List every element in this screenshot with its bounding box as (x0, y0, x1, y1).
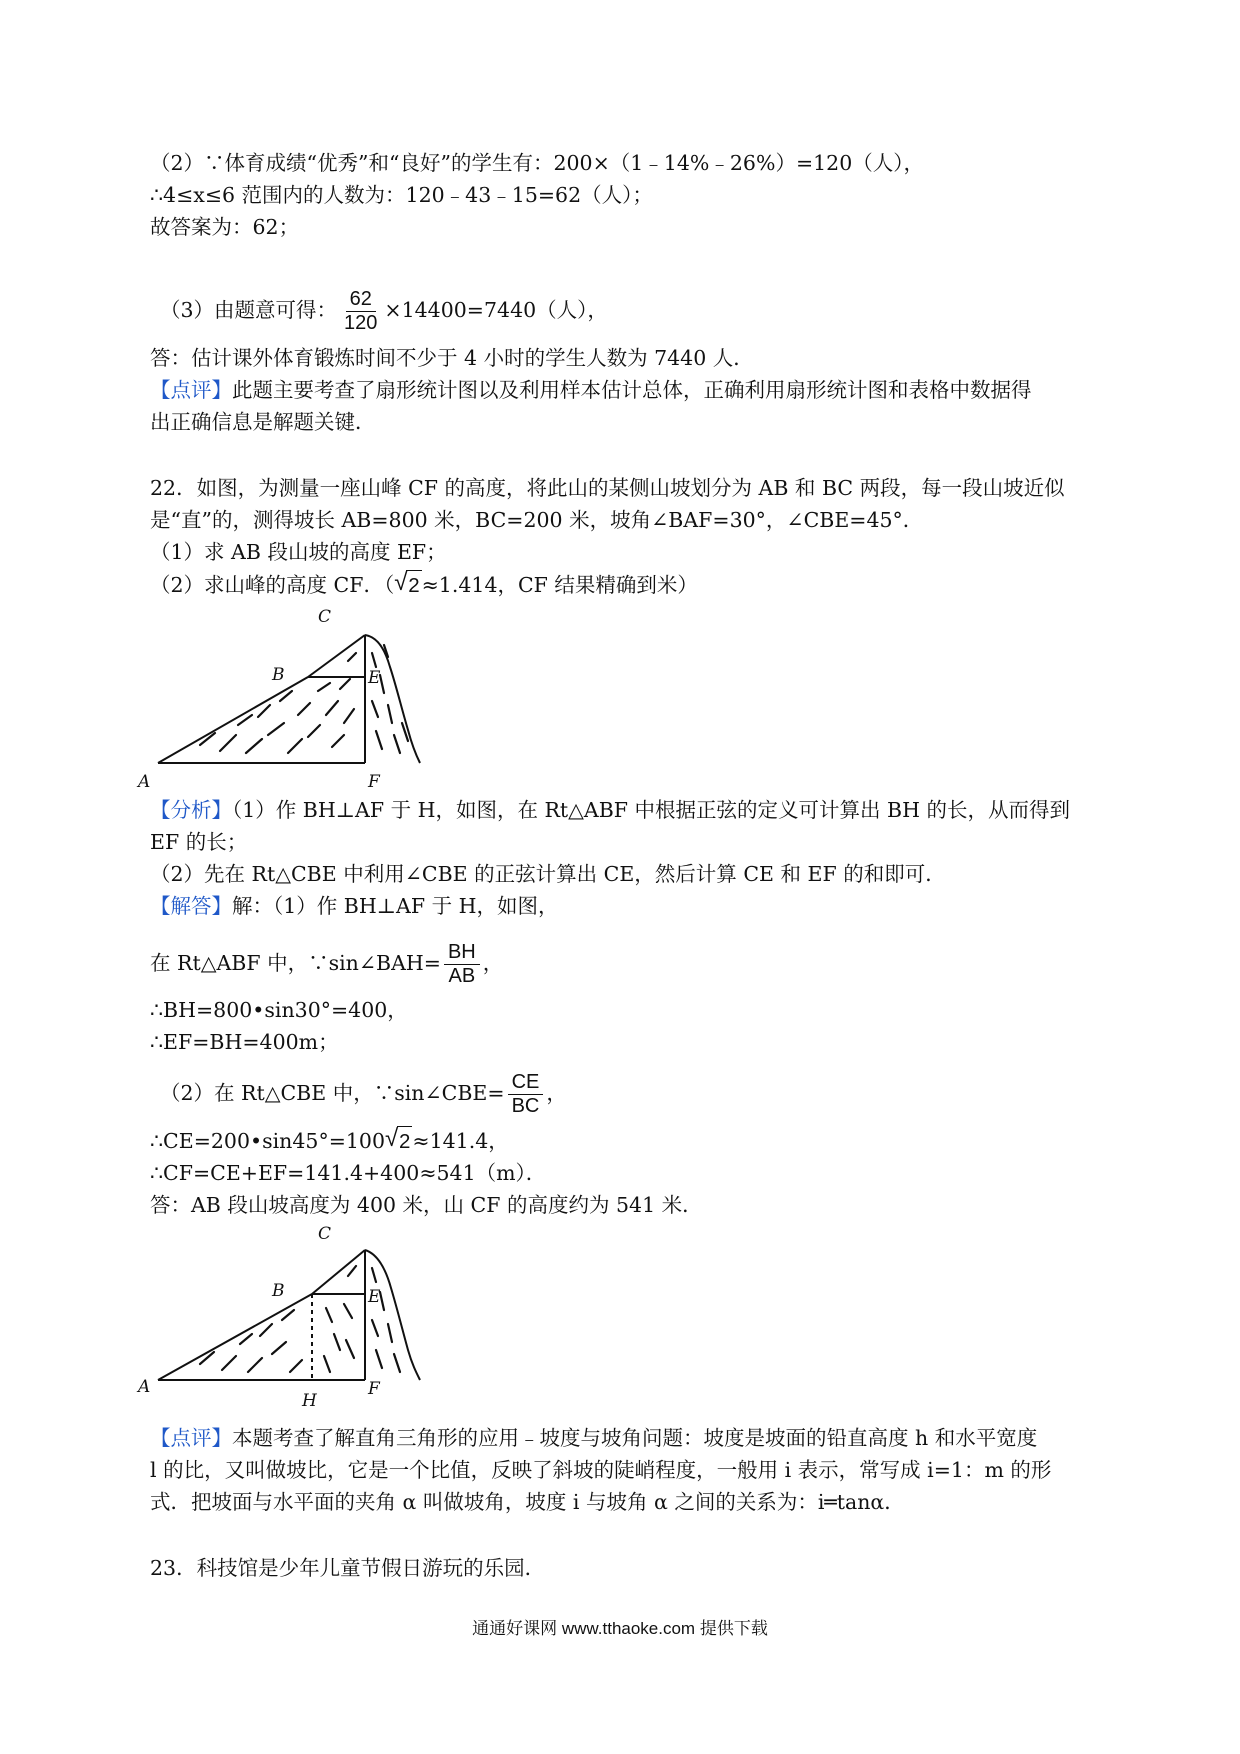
q21-comment-line1 (150, 375, 1032, 405)
step5-prefix: ∴CE=200•sin45°=100 (150, 1129, 386, 1153)
q22-analysis-line2: EF 的长； (150, 830, 248, 854)
q23-stem: 23．科技馆是少年儿童节假日游玩的乐园． (150, 1556, 546, 1580)
point-label-a: A (138, 1377, 151, 1397)
q22-solution-intro (150, 891, 558, 921)
fraction-denominator: AB (448, 965, 476, 987)
q22-sub2-prefix: （2）求山峰的高度 CF．（ (150, 573, 395, 597)
solution-intro-text: 解：（1）作 BH⊥AF 于 H，如图， (232, 894, 559, 918)
q22-solution-step4 (160, 1065, 567, 1121)
comment-tag: 【点评】 (150, 1426, 232, 1450)
comment-text: 本题考查了解直角三角形的应用﹣坡度与坡角问题：坡度是坡面的铅直高度 h 和水平宽度 (232, 1426, 1038, 1450)
comment-tag: 【点评】 (150, 378, 232, 402)
step4-suffix: ， (546, 1081, 567, 1105)
q22-solution-step5 (150, 1126, 509, 1157)
sin-fraction-ce-bc (508, 1072, 544, 1117)
q22-sub2 (150, 570, 698, 601)
q22-comment-line1 (150, 1423, 1037, 1453)
analysis-tag: 【分析】 (150, 798, 232, 822)
q22-solution-step6: ∴CF=CE+EF=141.4+400≈541（m）． (150, 1161, 547, 1185)
point-label-e: E (368, 668, 381, 688)
point-label-c: C (318, 1224, 332, 1244)
q21-comment-line2: 出正确信息是解题关键． (150, 410, 376, 434)
fraction-numerator: 62 (346, 289, 376, 312)
page-footer: 通通好课网 www.tthaoke.com 提供下载 (472, 1619, 768, 1638)
sin-fraction-bh-ab (444, 942, 480, 987)
q21-part2-line3: 故答案为：62； (150, 215, 300, 239)
q22-stem-line2: 是“直”的，测得坡长 AB=800 米，BC=200 米，坡角∠BAF=30°，∠CBE=45°． (150, 508, 924, 532)
q22-stem-line1: 22．如图，为测量一座山峰 CF 的高度，将此山的某侧山坡划分为 AB 和 BC 两段，每一段山坡近似 (150, 476, 1065, 500)
comment-text: 此题主要考查了扇形统计图以及利用样本估计总体，正确利用扇形统计图和表格中数据得 (232, 378, 1032, 402)
q21-part2-line2: ∴4≤x≤6 范围内的人数为：120﹣43﹣15=62（人）； (150, 183, 653, 207)
q21-part3-answer: 答：估计课外体育锻炼时间不少于 4 小时的学生人数为 7440 人． (150, 346, 754, 370)
point-label-e: E (368, 1287, 381, 1307)
point-label-c: C (318, 607, 332, 627)
sqrt-radicand: 2 (397, 1126, 412, 1157)
sqrt-symbol: √ 2 (394, 570, 421, 601)
step5-suffix: ≈141.4， (412, 1129, 509, 1153)
fraction-numerator: BH (444, 942, 480, 965)
q22-solution-answer: 答：AB 段山坡高度为 400 米，山 CF 的高度约为 541 米． (150, 1193, 703, 1217)
q22-analysis-line1 (150, 795, 1070, 825)
q21-part3-prefix: （3）由题意可得： (160, 298, 338, 322)
q22-comment-line3: 式．把坡面与水平面的夹角 α 叫做坡角，坡度 i 与坡角 α 之间的关系为：i═tanα． (150, 1490, 905, 1514)
fraction-denominator: BC (511, 1095, 540, 1117)
q21-part3-suffix: ×14400=7440（人）， (384, 298, 608, 322)
q22-sub2-suffix: ≈1.414，CF 结果精确到米） (421, 573, 698, 597)
sqrt-radicand: 2 (406, 570, 421, 601)
mountain-figure-2 (140, 1222, 430, 1412)
q22-solution-step2: ∴BH=800•sin30°=400， (150, 998, 408, 1022)
point-label-f: F (368, 1379, 380, 1399)
fraction-denominator: 120 (344, 312, 378, 334)
point-label-b: B (272, 665, 285, 685)
step1-suffix: ， (482, 951, 504, 975)
sqrt-symbol: √ 2 (385, 1126, 412, 1157)
q22-sub1: （1）求 AB 段山坡的高度 EF； (150, 540, 447, 564)
q22-solution-step1 (150, 935, 503, 991)
point-label-f: F (368, 772, 380, 792)
q22-comment-line2: l 的比，又叫做坡比，它是一个比值，反映了斜坡的陡峭程度，一般用 i 表示，常写成 i=1：m 的形 (150, 1458, 1052, 1482)
q21-part3-equation (160, 282, 608, 338)
point-label-a: A (138, 772, 151, 792)
q22-solution-step3: ∴EF=BH=400m； (150, 1030, 339, 1054)
fraction-numerator: CE (508, 1072, 544, 1095)
solution-tag: 【解答】 (150, 894, 232, 918)
analysis-text: （1）作 BH⊥AF 于 H，如图，在 Rt△ABF 中根据正弦的定义可计算出 BH 的长，从而得到 (232, 798, 1071, 822)
point-label-h: H (302, 1391, 317, 1411)
point-label-b: B (272, 1281, 285, 1301)
q21-part2-line1: （2）∵体育成绩“优秀”和“良好”的学生有：200×（1﹣14%﹣26%）=120（人）， (150, 151, 924, 175)
q22-analysis-line3: （2）先在 Rt△CBE 中利用∠CBE 的正弦计算出 CE，然后计算 CE 和 EF 的和即可． (150, 862, 946, 886)
q21-part3-fraction (340, 289, 381, 334)
mountain-figure-1 (140, 605, 430, 790)
step1-prefix: 在 Rt△ABF 中，∵sin∠BAH= (150, 951, 441, 975)
step4-prefix: （2）在 Rt△CBE 中，∵sin∠CBE= (160, 1081, 505, 1105)
